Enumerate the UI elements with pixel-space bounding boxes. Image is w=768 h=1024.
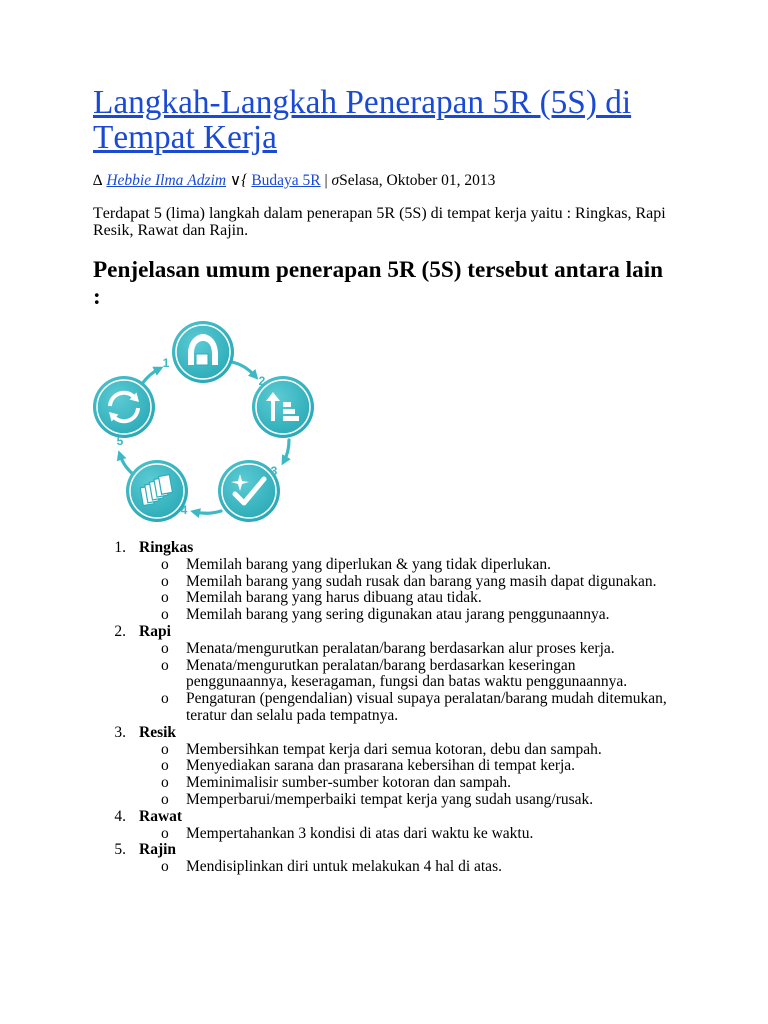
label-icon: ∨{ [229,172,248,189]
steps-list [93,540,673,876]
bullet-marker: o [161,572,169,590]
step-item [93,540,673,557]
step-point-text: Meminimalisir sumber-sumber kotoran dan sampah. [186,774,512,792]
step-title: Rawat [139,807,183,825]
step-point-text: Membersihkan tempat kerja dari semua kotoran, debu dan sampah. [186,740,602,758]
bullet-marker: o [161,740,169,758]
bullet-marker: o [161,555,169,573]
stair-bar-middle [283,409,295,414]
date-icon: σ [331,172,340,189]
step-point [93,590,673,607]
bullet-marker: o [161,589,169,607]
step-title: Ringkas [139,539,194,556]
step-point [93,574,673,591]
bullet-marker: o [161,606,169,624]
step-number: 5. [114,841,126,859]
circle-background [93,376,155,438]
post-title [93,85,693,155]
bullet-marker: o [161,774,169,792]
step-number: 4. [114,807,126,825]
step-point [93,658,673,692]
stair-bar-top [283,402,291,407]
step-label-4: 4 [180,503,188,517]
step-item [93,725,673,742]
step-label-1: 1 [162,356,170,370]
circle-background [172,321,234,383]
step-item [93,842,673,859]
step-number: 1. [114,539,126,556]
step-circle-5 [93,376,155,438]
step-circle-1 [172,321,234,383]
step-point-text: Memilah barang yang diperlukan & yang tidak diperlukan. [186,555,552,573]
step-label-5: 5 [116,434,124,448]
step-point [93,742,673,759]
bullet-marker: o [161,690,169,708]
step-point [93,826,673,843]
document-sheet [159,475,173,495]
arrow-2-to-3 [284,440,289,461]
label-link[interactable]: Budaya 5R [251,172,321,189]
step-item [93,624,673,641]
step-point-text: Memilah barang yang sudah rusak dan barang yang masih dapat digunakan. [186,572,657,590]
step-label-3: 3 [270,464,278,478]
step-number: 2. [114,622,126,640]
step-point-text: Menata/mengurutkan peralatan/barang berdasarkan alur proses kerja. [186,639,615,657]
bullet-marker: o [161,824,169,842]
step-point-text: Menata/mengurutkan peralatan/barang berdasarkan keseringan penggunaannya, keseragaman, fungsi dan batas waktu penggunaannya. [186,656,628,691]
bullet-marker: o [161,639,169,657]
step-number: 3. [114,723,126,741]
arrow-3-to-4 [195,511,221,513]
step-point-text: Memilah barang yang harus dibuang atau tidak. [186,589,482,607]
meta-separator: | [324,172,328,189]
arrow-5-to-1 [142,369,159,384]
step-label-2: 2 [258,374,266,388]
step-point [93,859,673,876]
box-shape [196,354,208,365]
step-point [93,758,673,775]
step-title: Resik [139,723,177,741]
step-point-text: Mendisiplinkan diri untuk melakukan 4 hal di atas. [186,858,502,876]
step-point-text: Memilah barang yang sering digunakan atau jarang penggunaannya. [186,606,610,624]
step-point [93,775,673,792]
bullet-marker: o [161,656,169,674]
step-title: Rajin [139,841,177,859]
stair-bar-bottom [283,416,299,421]
step-point [93,641,673,658]
step-point [93,557,673,574]
post-title-link[interactable]: Langkah-Langkah Penerapan 5R (5S) di Tempat Kerja [93,84,632,156]
step-point-text: Mempertahankan 3 kondisi di atas dari waktu ke waktu. [186,824,534,842]
step-circle-4 [126,460,188,522]
section-heading: Penjelasan umum penerapan 5R (5S) tersebut antara lain : [93,257,664,310]
bullet-marker: o [161,790,169,808]
step-title: Rapi [139,622,171,640]
step-point [93,792,673,809]
step-point-text: Pengaturan (pengendalian) visual supaya peralatan/barang mudah ditemukan, teratur dan selalu pada tempatnya. [186,690,667,724]
bullet-marker: o [161,757,169,775]
author-icon: ∆ [93,172,103,189]
post-meta [93,172,495,190]
arrow-1-to-2 [232,362,255,376]
arrow-4-to-5 [120,455,134,475]
step-point-text: Menyediakan sarana dan prasarana kebersihan di tempat kerja. [186,757,576,775]
step-point-text: Memperbarui/memperbaiki tempat kerja yang sudah usang/rusak. [186,790,594,808]
step-point [93,607,673,624]
step-item [93,809,673,826]
5r-cycle-diagram [88,318,324,530]
step-point [93,691,673,725]
bullet-marker: o [161,858,169,876]
intro-paragraph: Terdapat 5 (lima) langkah dalam penerapan 5R (5S) di tempat kerja yaitu : Ringkas, Rapi Resik, Rawat dan Rajin. [93,205,666,239]
post-date: Selasa, Oktober 01, 2013 [339,172,496,189]
author-link[interactable]: Hebbie Ilma Adzim [106,172,227,189]
